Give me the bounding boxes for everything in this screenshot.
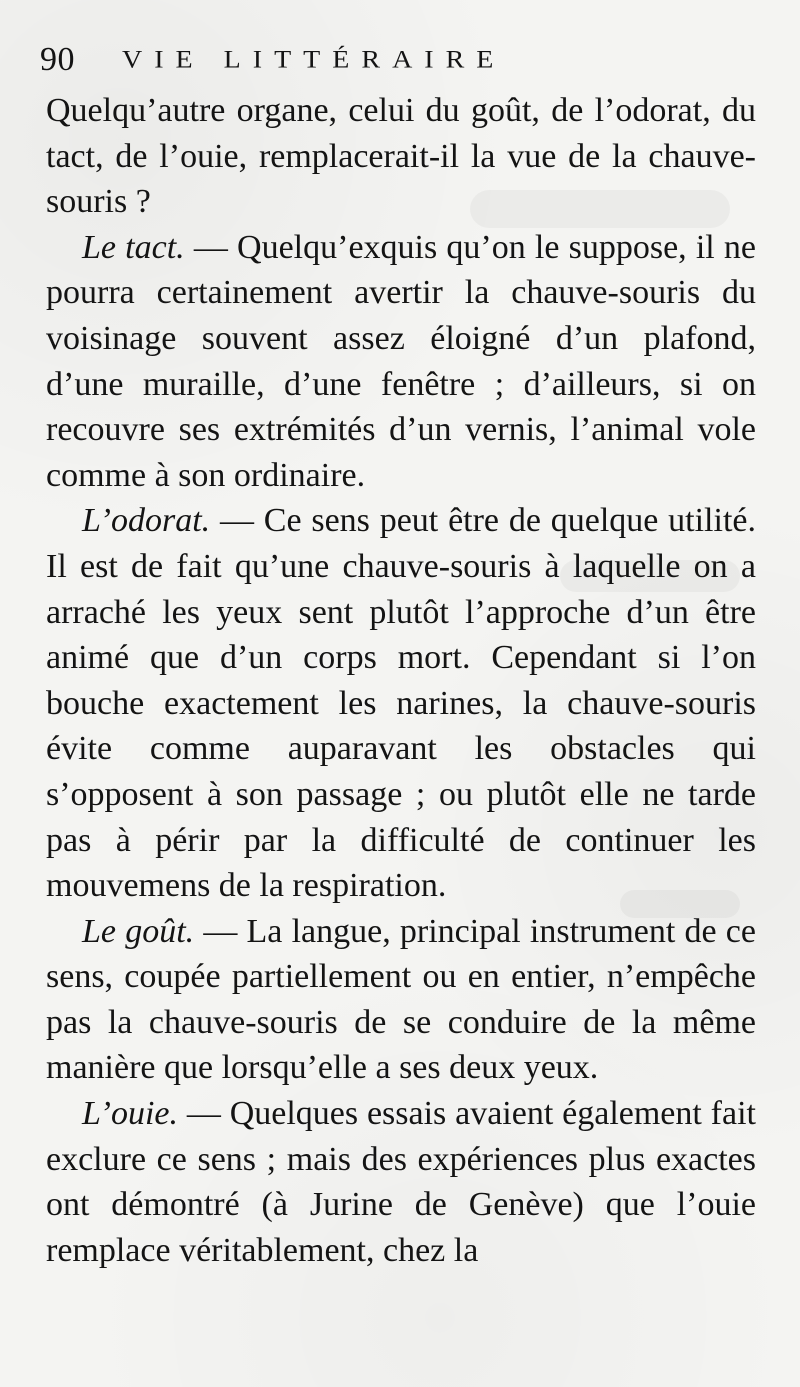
paragraph-tact <box>46 225 756 499</box>
paragraph-text: Quelqu’autre organe, celui du goût, de l’odorat, du tact, de l’ouie, remplacerait-il la vue de la chauve-souris ? <box>46 92 756 221</box>
section-heading: L’odorat. <box>82 502 211 540</box>
page-number: 90 <box>40 41 75 78</box>
page-header <box>40 34 730 86</box>
paragraph-odorat <box>46 498 756 908</box>
paragraph-text: — La langue, principal instrument de ce sens, coupée partiellement ou en entier, n’empêche pas la chauve-souris de se conduire de la même manière que lorsqu’elle a ses deux yeux. <box>46 912 756 1087</box>
running-head: VIE LITTÉRAIRE <box>122 45 506 74</box>
paragraph-intro <box>46 88 756 225</box>
paragraph-text: — Quelqu’exquis qu’on le suppose, il ne pourra certainement avertir la chauve-souris du voisinage souvent assez éloigné d’un plafond, d’une muraille, d’une fenêtre ; d’ailleurs, si on recouvre ses extrémités d’un vernis, l’animal vole comme à son ordinaire. <box>46 228 757 494</box>
paragraph-ouie <box>46 1091 756 1273</box>
paragraph-gout <box>46 909 756 1091</box>
section-heading: L’ouie. <box>82 1095 179 1133</box>
main-text <box>46 88 756 1273</box>
paragraph-text: — Quelques essais avaient également fait exclure ce sens ; mais des expériences plus exactes ont démontré (à Jurine de Genève) que l’ouie remplace véritablement, chez la <box>46 1095 756 1269</box>
paragraph-text: — Ce sens peut être de quelque utilité. Il est de fait qu’une chauve-souris à laquelle on a arraché les yeux sent plutôt l’approche d’un être animé que d’un corps mort. Cependant si l’on bouche exactement les narines, la chauve-souris évite comme auparavant les obstacles qui s’opposent à son passage ; ou plutôt elle ne tarde pas à périr par la difficulté de continuer les mouvemens de la respiration. <box>46 502 756 905</box>
section-heading: Le tact. <box>82 228 185 266</box>
section-heading: Le goût. <box>82 912 195 950</box>
